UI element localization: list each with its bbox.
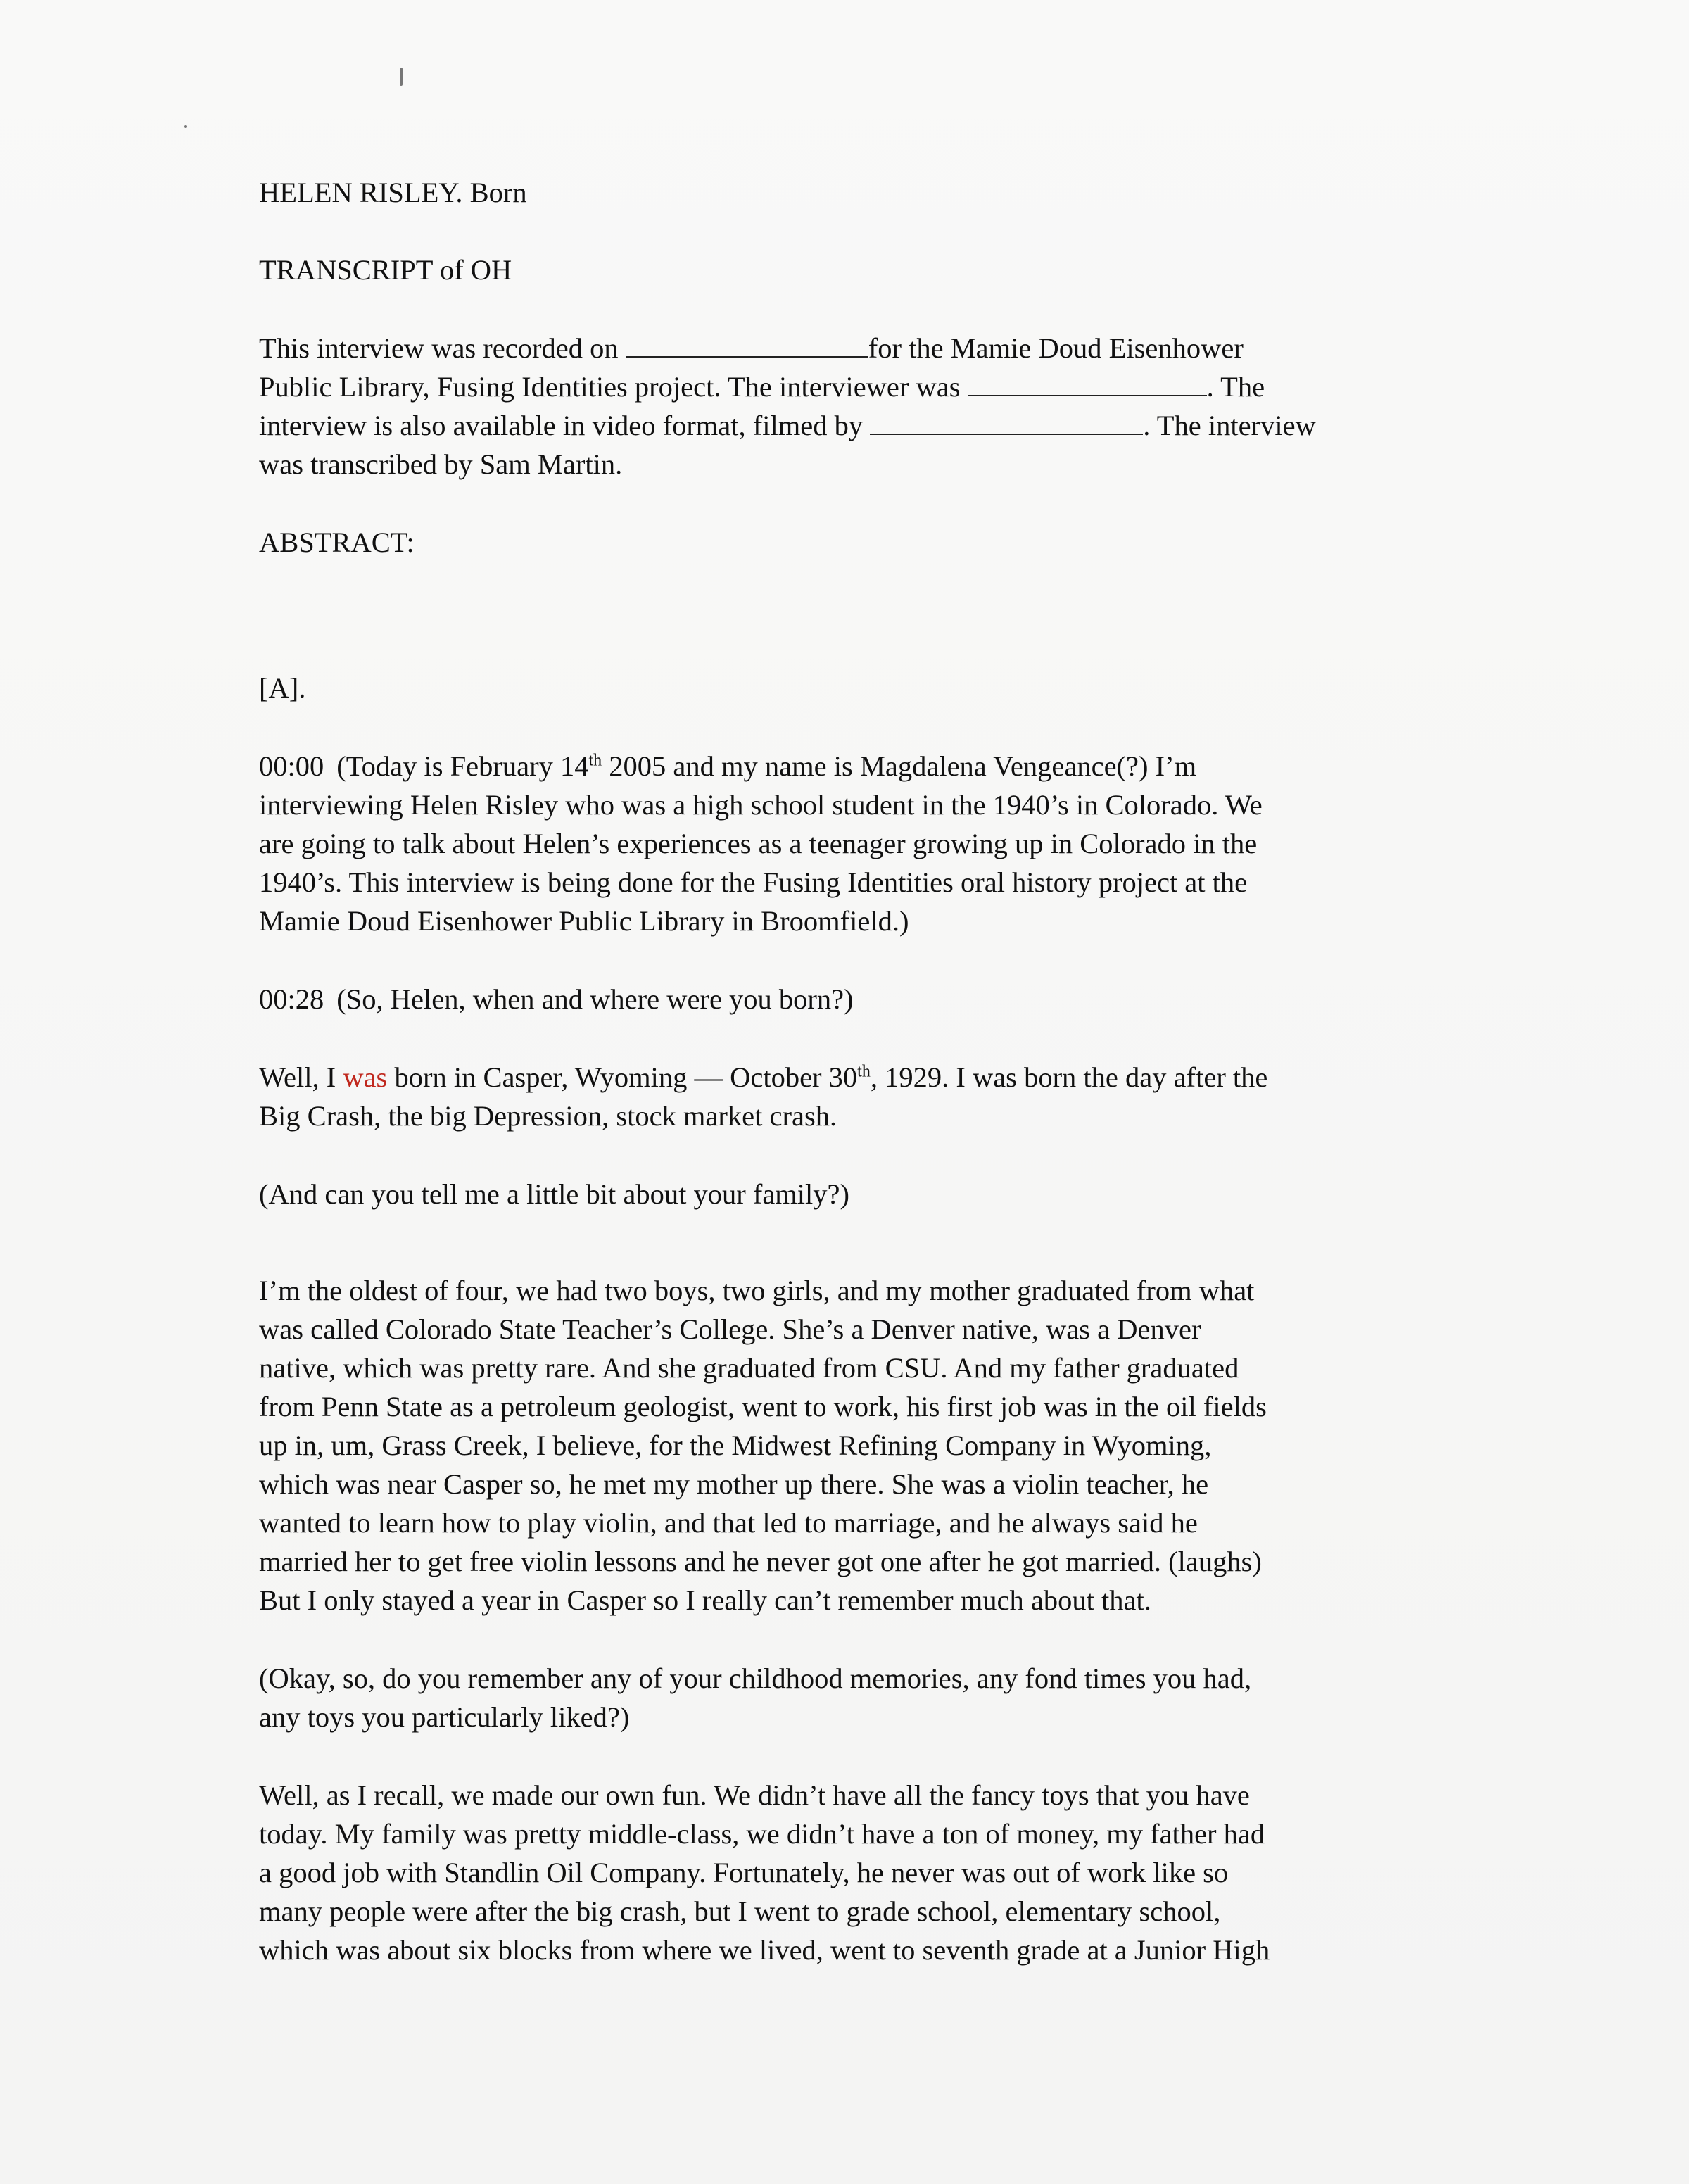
header-block: [259, 173, 1469, 289]
segment-text: are going to talk about Helen’s experiences as a teenager growing up in Colorado in the: [259, 828, 1258, 859]
intro-text: . The: [1206, 371, 1265, 403]
segment-5: [259, 1271, 1469, 1620]
abstract-label: ABSTRACT:: [259, 526, 415, 558]
segment-text: from Penn State as a petroleum geologist, went to work, his first job was in the oil fields: [259, 1391, 1267, 1422]
segment-text: But I only stayed a year in Casper so I really can’t remember much about that.: [259, 1584, 1151, 1616]
segment-text: I’m the oldest of four, we had two boys, two girls, and my mother graduated from what: [259, 1275, 1255, 1306]
segment-text: Big Crash, the big Depression, stock market crash.: [259, 1100, 837, 1132]
segment-2: [259, 980, 1469, 1018]
segment-3: [259, 1058, 1469, 1135]
segment-text: Well, as I recall, we made our own fun. We didn’t have all the fancy toys that you have: [259, 1779, 1250, 1811]
segment-7: [259, 1776, 1469, 1969]
segment-6: [259, 1659, 1469, 1736]
intro-text: This interview was recorded on: [259, 332, 619, 364]
name-line: HELEN RISLEY. Born: [259, 177, 527, 208]
segment-text: today. My family was pretty middle-class, we didn’t have a ton of money, my father had: [259, 1818, 1265, 1850]
segment-text: which was about six blocks from where we lived, went to seventh grade at a Junior High: [259, 1934, 1270, 1966]
segment-text: was called Colorado State Teacher’s College. She’s a Denver native, was a Denver: [259, 1313, 1201, 1345]
segment-text: born in Casper, Wyoming — October 30: [387, 1061, 858, 1093]
dust-speck: [184, 125, 187, 128]
intro-text: Public Library, Fusing Identities project. The interviewer was: [259, 371, 961, 403]
dust-speck: [400, 68, 403, 86]
filmed-by-blank: [870, 411, 1143, 435]
date-blank: [626, 334, 868, 358]
interviewer-question: any toys you particularly liked?): [259, 1701, 630, 1733]
red-correction: was: [343, 1061, 388, 1093]
segment-text: which was near Casper so, he met my mother up there. She was a violin teacher, he: [259, 1468, 1209, 1500]
segment-text: Well, I: [259, 1061, 343, 1093]
segment-text: up in, um, Grass Creek, I believe, for the Midwest Refining Company in Wyoming,: [259, 1429, 1212, 1461]
segment-text: , 1929. I was born the day after the: [870, 1061, 1268, 1093]
intro-text: interview is also available in video format, filmed by: [259, 410, 864, 441]
segment-text: native, which was pretty rare. And she graduated from CSU. And my father graduated: [259, 1352, 1239, 1384]
segment-text: a good job with Standlin Oil Company. Fortunately, he never was out of work like so: [259, 1857, 1229, 1888]
intro-text: was transcribed by Sam Martin.: [259, 448, 623, 480]
segment-text: 1940’s. This interview is being done for the Fusing Identities oral history project at the: [259, 866, 1248, 898]
interviewer-blank: [968, 372, 1207, 396]
segment-text: interviewing Helen Risley who was a high school student in the 1940’s in Colorado. We: [259, 789, 1263, 821]
segment-text: (Today is February 14: [336, 750, 589, 782]
segment-text: married her to get free violin lessons and he never got one after he got married. (laughs): [259, 1546, 1262, 1577]
intro-text: . The interview: [1143, 410, 1316, 441]
superscript: th: [588, 751, 602, 770]
section-label: [A].: [259, 672, 306, 704]
segment-text: wanted to learn how to play violin, and that led to marriage, and he always said he: [259, 1507, 1198, 1539]
transcript-document: [259, 173, 1469, 1969]
segment-text: many people were after the big crash, but I went to grade school, elementary school,: [259, 1895, 1221, 1927]
interviewer-question: (Okay, so, do you remember any of your childhood memories, any fond times you had,: [259, 1662, 1252, 1694]
timestamp: 00:00: [259, 750, 324, 782]
intro-paragraph: [259, 329, 1469, 484]
interviewer-question: (So, Helen, when and where were you born?): [336, 983, 854, 1015]
segment-1: [259, 747, 1469, 940]
transcript-line: TRANSCRIPT of OH: [259, 254, 512, 286]
interviewer-question: (And can you tell me a little bit about your family?): [259, 1178, 850, 1210]
segment-text: 2005 and my name is Magdalena Vengeance(?) I’m: [602, 750, 1197, 782]
intro-text: for the Mamie Doud Eisenhower: [868, 332, 1244, 364]
timestamp: 00:28: [259, 983, 324, 1015]
segment-text: Mamie Doud Eisenhower Public Library in Broomfield.): [259, 905, 909, 937]
superscript: th: [857, 1062, 871, 1081]
